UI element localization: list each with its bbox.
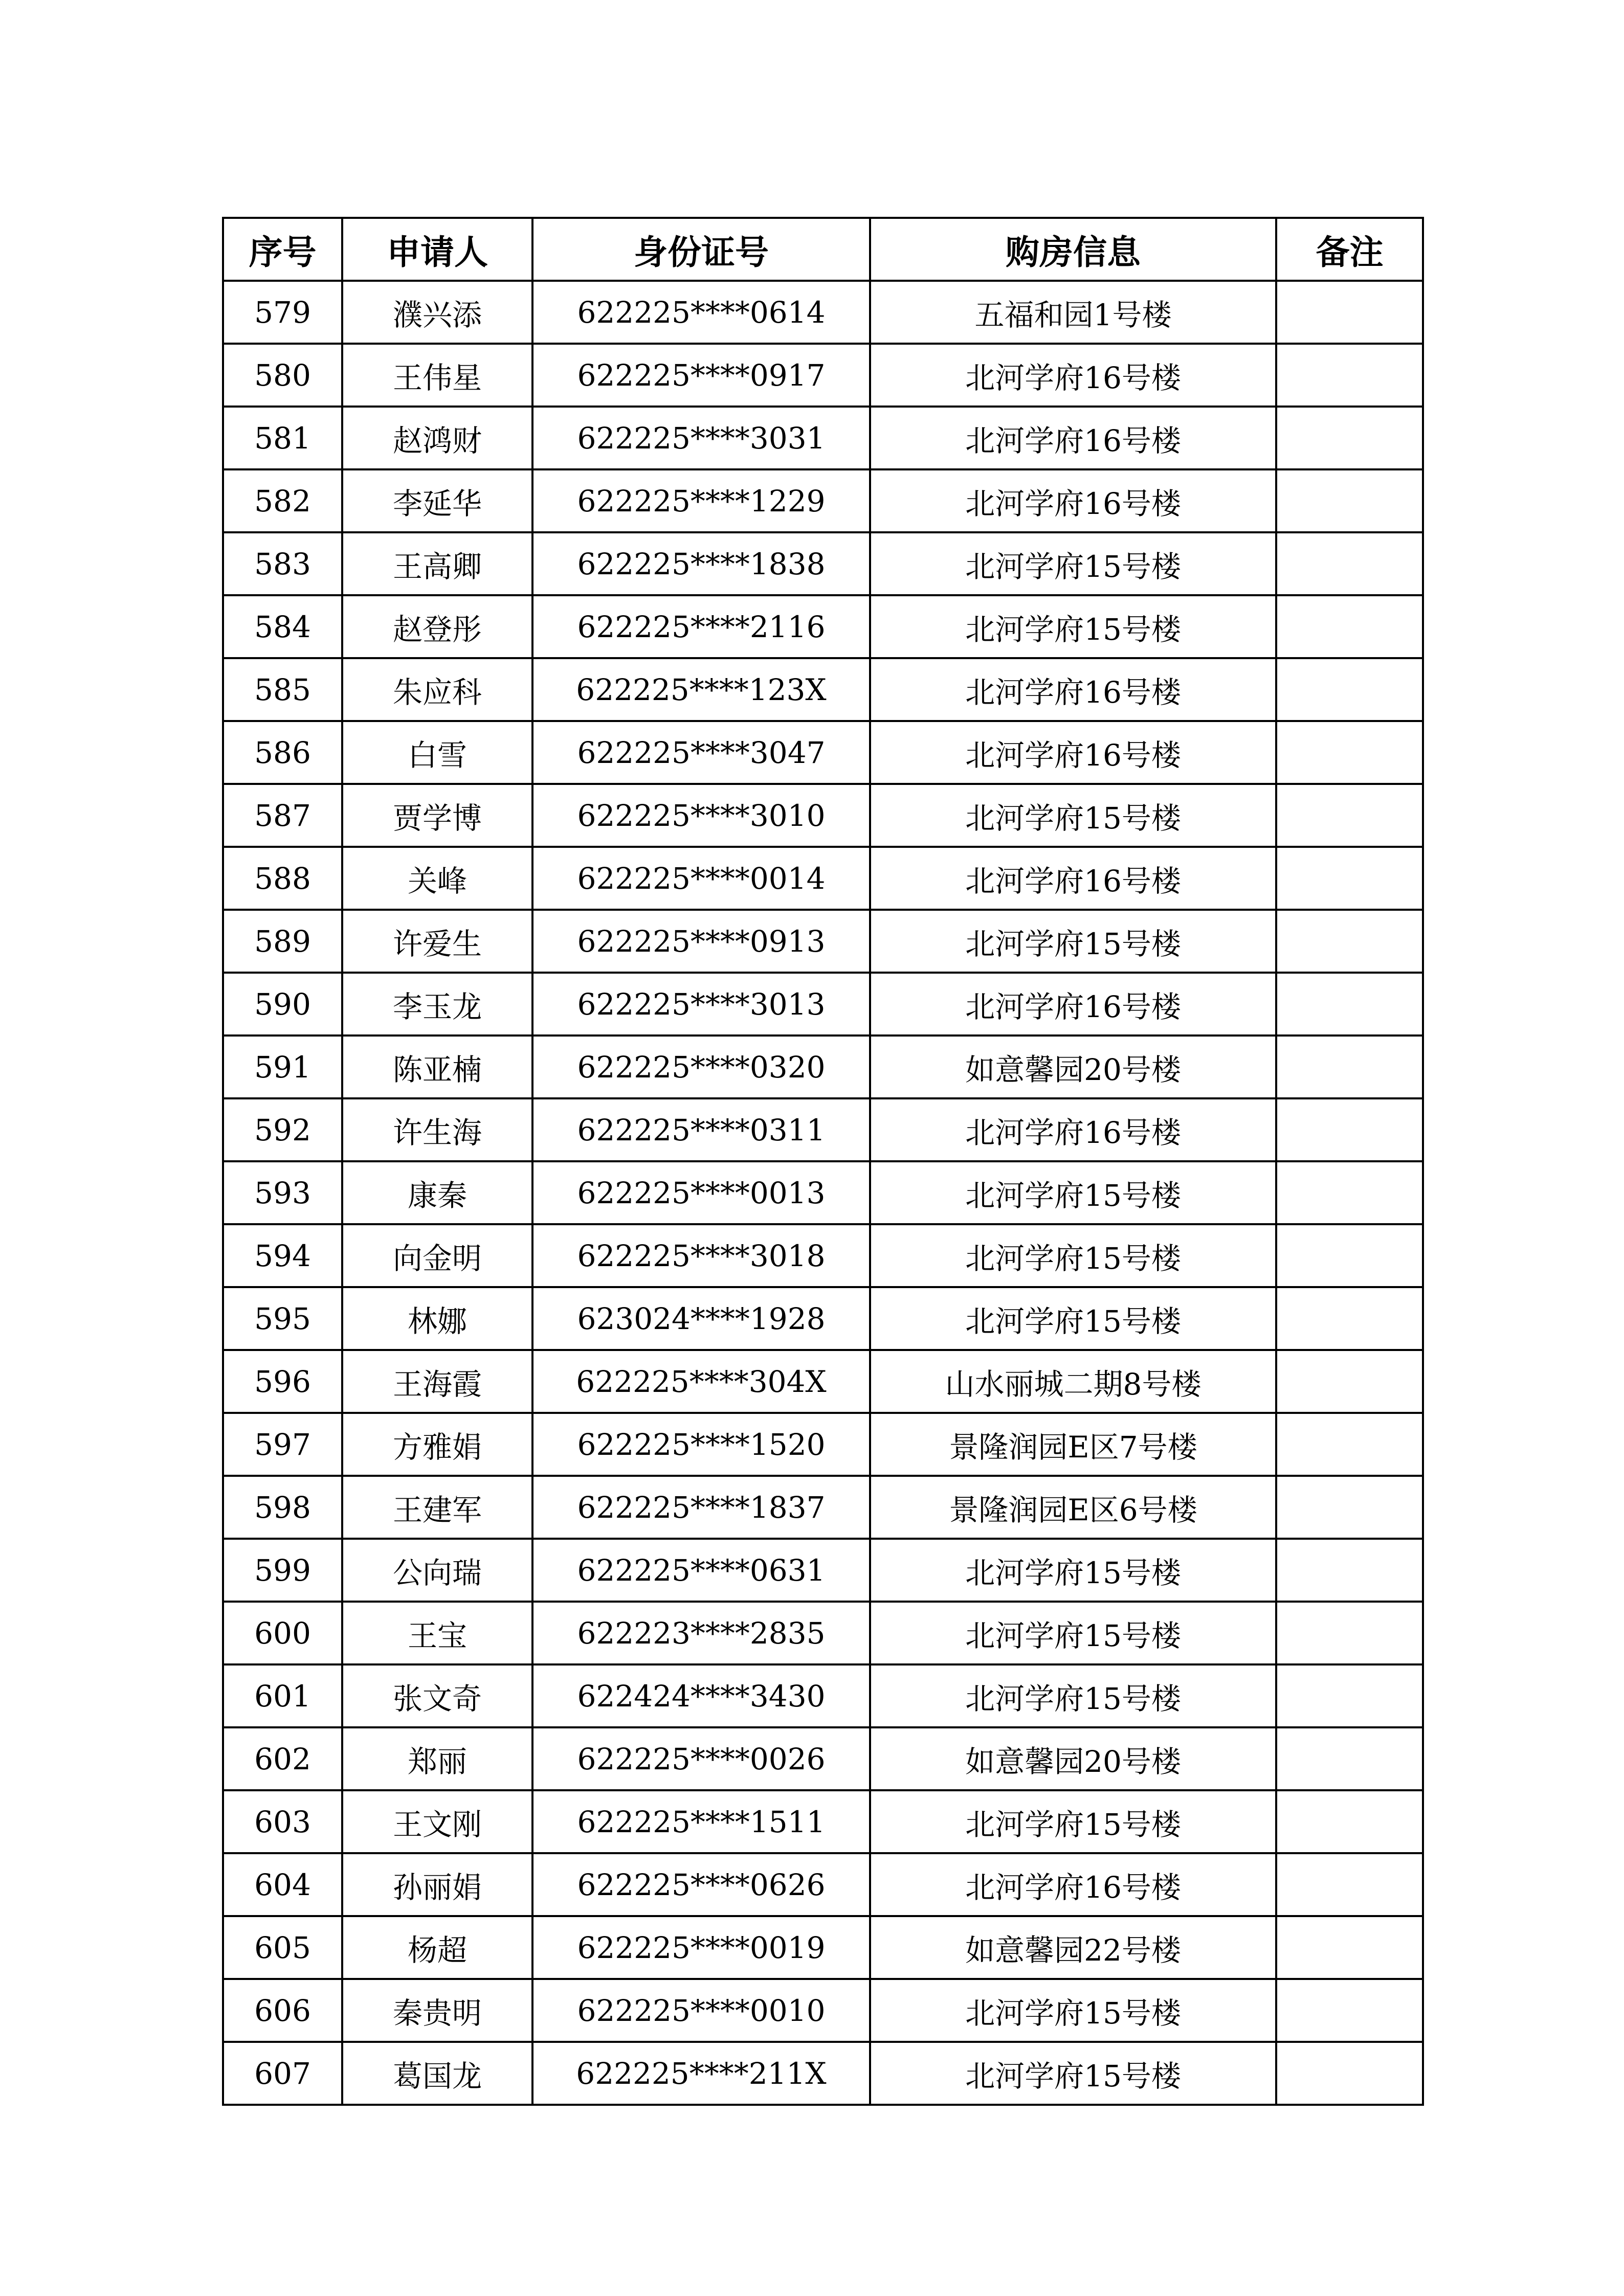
- cell-serial-number: 582: [223, 469, 342, 532]
- header-purchase-info: 购房信息: [870, 218, 1276, 281]
- cell-applicant: 赵登彤: [342, 595, 532, 658]
- table-row: [223, 407, 1423, 469]
- table-row: [223, 910, 1423, 973]
- cell-remarks: [1276, 1098, 1423, 1161]
- cell-remarks: [1276, 1413, 1423, 1476]
- cell-purchase-info: 北河学府15号楼: [870, 1790, 1276, 1853]
- table-row: [223, 1664, 1423, 1727]
- cell-applicant: 赵鸿财: [342, 407, 532, 469]
- cell-applicant: 白雪: [342, 721, 532, 784]
- cell-serial-number: 607: [223, 2042, 342, 2105]
- cell-serial-number: 595: [223, 1287, 342, 1350]
- table-row: [223, 532, 1423, 595]
- cell-purchase-info: 北河学府16号楼: [870, 973, 1276, 1036]
- table-row: [223, 658, 1423, 721]
- cell-remarks: [1276, 784, 1423, 847]
- table-row: [223, 1916, 1423, 1979]
- cell-remarks: [1276, 1036, 1423, 1098]
- cell-applicant: 王文刚: [342, 1790, 532, 1853]
- cell-id-number: 622225****3010: [532, 784, 870, 847]
- cell-purchase-info: 北河学府15号楼: [870, 1224, 1276, 1287]
- cell-serial-number: 591: [223, 1036, 342, 1098]
- cell-applicant: 李玉龙: [342, 973, 532, 1036]
- cell-serial-number: 604: [223, 1853, 342, 1916]
- cell-serial-number: 585: [223, 658, 342, 721]
- cell-purchase-info: 景隆润园E区6号楼: [870, 1476, 1276, 1539]
- table-row: [223, 784, 1423, 847]
- table-row: [223, 2042, 1423, 2105]
- cell-id-number: 622225****1229: [532, 469, 870, 532]
- cell-purchase-info: 北河学府15号楼: [870, 1287, 1276, 1350]
- cell-id-number: 622225****3013: [532, 973, 870, 1036]
- table-row: [223, 1853, 1423, 1916]
- table-row: [223, 721, 1423, 784]
- cell-serial-number: 594: [223, 1224, 342, 1287]
- table-row: [223, 1539, 1423, 1602]
- table-row: [223, 1098, 1423, 1161]
- cell-applicant: 王建军: [342, 1476, 532, 1539]
- cell-serial-number: 584: [223, 595, 342, 658]
- cell-applicant: 林娜: [342, 1287, 532, 1350]
- cell-serial-number: 581: [223, 407, 342, 469]
- cell-purchase-info: 北河学府15号楼: [870, 784, 1276, 847]
- cell-id-number: 622225****1520: [532, 1413, 870, 1476]
- cell-id-number: 622225****0913: [532, 910, 870, 973]
- cell-applicant: 朱应科: [342, 658, 532, 721]
- cell-id-number: 622225****0320: [532, 1036, 870, 1098]
- cell-id-number: 622225****0626: [532, 1853, 870, 1916]
- cell-serial-number: 603: [223, 1790, 342, 1853]
- cell-purchase-info: 北河学府15号楼: [870, 910, 1276, 973]
- cell-serial-number: 601: [223, 1664, 342, 1727]
- cell-purchase-info: 北河学府15号楼: [870, 2042, 1276, 2105]
- cell-id-number: 623024****1928: [532, 1287, 870, 1350]
- cell-id-number: 622225****0010: [532, 1979, 870, 2042]
- cell-applicant: 王宝: [342, 1602, 532, 1664]
- table-row: [223, 469, 1423, 532]
- cell-remarks: [1276, 721, 1423, 784]
- table-row: [223, 1350, 1423, 1413]
- cell-serial-number: 602: [223, 1727, 342, 1790]
- cell-applicant: 张文奇: [342, 1664, 532, 1727]
- cell-applicant: 杨超: [342, 1916, 532, 1979]
- cell-purchase-info: 北河学府15号楼: [870, 595, 1276, 658]
- cell-applicant: 公向瑞: [342, 1539, 532, 1602]
- cell-id-number: 622225****0631: [532, 1539, 870, 1602]
- cell-remarks: [1276, 1602, 1423, 1664]
- cell-remarks: [1276, 910, 1423, 973]
- cell-serial-number: 597: [223, 1413, 342, 1476]
- table-row: [223, 1036, 1423, 1098]
- cell-remarks: [1276, 1350, 1423, 1413]
- cell-serial-number: 580: [223, 344, 342, 407]
- cell-applicant: 孙丽娟: [342, 1853, 532, 1916]
- cell-purchase-info: 如意馨园20号楼: [870, 1036, 1276, 1098]
- cell-applicant: 郑丽: [342, 1727, 532, 1790]
- cell-purchase-info: 北河学府16号楼: [870, 1098, 1276, 1161]
- cell-serial-number: 593: [223, 1161, 342, 1224]
- cell-purchase-info: 北河学府15号楼: [870, 1979, 1276, 2042]
- cell-id-number: 622225****3047: [532, 721, 870, 784]
- table-row: [223, 847, 1423, 910]
- cell-id-number: 622225****0917: [532, 344, 870, 407]
- header-remarks: 备注: [1276, 218, 1423, 281]
- cell-serial-number: 606: [223, 1979, 342, 2042]
- cell-applicant: 向金明: [342, 1224, 532, 1287]
- cell-remarks: [1276, 1916, 1423, 1979]
- cell-applicant: 康秦: [342, 1161, 532, 1224]
- cell-purchase-info: 山水丽城二期8号楼: [870, 1350, 1276, 1413]
- cell-id-number: 622225****123X: [532, 658, 870, 721]
- cell-purchase-info: 北河学府16号楼: [870, 344, 1276, 407]
- cell-purchase-info: 北河学府15号楼: [870, 1539, 1276, 1602]
- cell-applicant: 许生海: [342, 1098, 532, 1161]
- cell-serial-number: 587: [223, 784, 342, 847]
- cell-purchase-info: 北河学府16号楼: [870, 407, 1276, 469]
- cell-applicant: 许爱生: [342, 910, 532, 973]
- cell-remarks: [1276, 1727, 1423, 1790]
- table-row: [223, 595, 1423, 658]
- cell-remarks: [1276, 1476, 1423, 1539]
- cell-id-number: 622225****0019: [532, 1916, 870, 1979]
- cell-applicant: 葛国龙: [342, 2042, 532, 2105]
- table-row: [223, 281, 1423, 344]
- table-row: [223, 1602, 1423, 1664]
- table-row: [223, 1727, 1423, 1790]
- cell-serial-number: 599: [223, 1539, 342, 1602]
- cell-purchase-info: 如意馨园20号楼: [870, 1727, 1276, 1790]
- cell-purchase-info: 北河学府15号楼: [870, 1664, 1276, 1727]
- table-row: [223, 1161, 1423, 1224]
- cell-remarks: [1276, 1161, 1423, 1224]
- cell-remarks: [1276, 1224, 1423, 1287]
- cell-serial-number: 596: [223, 1350, 342, 1413]
- cell-id-number: 622225****0013: [532, 1161, 870, 1224]
- cell-remarks: [1276, 658, 1423, 721]
- cell-remarks: [1276, 532, 1423, 595]
- cell-remarks: [1276, 847, 1423, 910]
- table-body: [223, 281, 1423, 2105]
- cell-purchase-info: 北河学府16号楼: [870, 658, 1276, 721]
- cell-purchase-info: 北河学府16号楼: [870, 721, 1276, 784]
- cell-purchase-info: 北河学府16号楼: [870, 1853, 1276, 1916]
- cell-id-number: 622225****1837: [532, 1476, 870, 1539]
- header-id-number: 身份证号: [532, 218, 870, 281]
- cell-purchase-info: 北河学府16号楼: [870, 469, 1276, 532]
- table-header: [223, 218, 1423, 281]
- cell-applicant: 方雅娟: [342, 1413, 532, 1476]
- cell-id-number: 622225****211X: [532, 2042, 870, 2105]
- table-row: [223, 1790, 1423, 1853]
- cell-remarks: [1276, 1539, 1423, 1602]
- cell-purchase-info: 景隆润园E区7号楼: [870, 1413, 1276, 1476]
- cell-id-number: 622225****0311: [532, 1098, 870, 1161]
- cell-id-number: 622225****0026: [532, 1727, 870, 1790]
- applicant-table: [222, 217, 1424, 2106]
- cell-applicant: 濮兴添: [342, 281, 532, 344]
- cell-serial-number: 589: [223, 910, 342, 973]
- cell-applicant: 关峰: [342, 847, 532, 910]
- cell-remarks: [1276, 1664, 1423, 1727]
- cell-serial-number: 590: [223, 973, 342, 1036]
- cell-remarks: [1276, 595, 1423, 658]
- cell-applicant: 陈亚楠: [342, 1036, 532, 1098]
- cell-serial-number: 588: [223, 847, 342, 910]
- cell-serial-number: 583: [223, 532, 342, 595]
- cell-id-number: 622225****2116: [532, 595, 870, 658]
- cell-serial-number: 605: [223, 1916, 342, 1979]
- table-row: [223, 1224, 1423, 1287]
- table-row: [223, 973, 1423, 1036]
- cell-purchase-info: 北河学府15号楼: [870, 1602, 1276, 1664]
- cell-serial-number: 592: [223, 1098, 342, 1161]
- cell-applicant: 王海霞: [342, 1350, 532, 1413]
- header-applicant: 申请人: [342, 218, 532, 281]
- cell-id-number: 622223****2835: [532, 1602, 870, 1664]
- cell-purchase-info: 北河学府15号楼: [870, 532, 1276, 595]
- table-row: [223, 344, 1423, 407]
- cell-remarks: [1276, 1790, 1423, 1853]
- cell-remarks: [1276, 1979, 1423, 2042]
- cell-remarks: [1276, 469, 1423, 532]
- cell-remarks: [1276, 344, 1423, 407]
- cell-remarks: [1276, 407, 1423, 469]
- table-row: [223, 1287, 1423, 1350]
- cell-remarks: [1276, 1853, 1423, 1916]
- cell-id-number: 622225****0614: [532, 281, 870, 344]
- cell-remarks: [1276, 281, 1423, 344]
- header-row: [223, 218, 1423, 281]
- cell-id-number: 622225****0014: [532, 847, 870, 910]
- cell-remarks: [1276, 1287, 1423, 1350]
- table-row: [223, 1979, 1423, 2042]
- cell-serial-number: 579: [223, 281, 342, 344]
- cell-applicant: 李延华: [342, 469, 532, 532]
- cell-remarks: [1276, 973, 1423, 1036]
- cell-purchase-info: 如意馨园22号楼: [870, 1916, 1276, 1979]
- table-row: [223, 1413, 1423, 1476]
- cell-remarks: [1276, 2042, 1423, 2105]
- cell-applicant: 秦贵明: [342, 1979, 532, 2042]
- cell-id-number: 622424****3430: [532, 1664, 870, 1727]
- cell-applicant: 贾学博: [342, 784, 532, 847]
- cell-id-number: 622225****1838: [532, 532, 870, 595]
- cell-purchase-info: 北河学府15号楼: [870, 1161, 1276, 1224]
- header-serial-number: 序号: [223, 218, 342, 281]
- cell-id-number: 622225****3018: [532, 1224, 870, 1287]
- cell-id-number: 622225****3031: [532, 407, 870, 469]
- cell-id-number: 622225****304X: [532, 1350, 870, 1413]
- cell-purchase-info: 北河学府16号楼: [870, 847, 1276, 910]
- cell-applicant: 王伟星: [342, 344, 532, 407]
- cell-id-number: 622225****1511: [532, 1790, 870, 1853]
- cell-applicant: 王高卿: [342, 532, 532, 595]
- table-row: [223, 1476, 1423, 1539]
- cell-purchase-info: 五福和园1号楼: [870, 281, 1276, 344]
- cell-serial-number: 600: [223, 1602, 342, 1664]
- cell-serial-number: 598: [223, 1476, 342, 1539]
- cell-serial-number: 586: [223, 721, 342, 784]
